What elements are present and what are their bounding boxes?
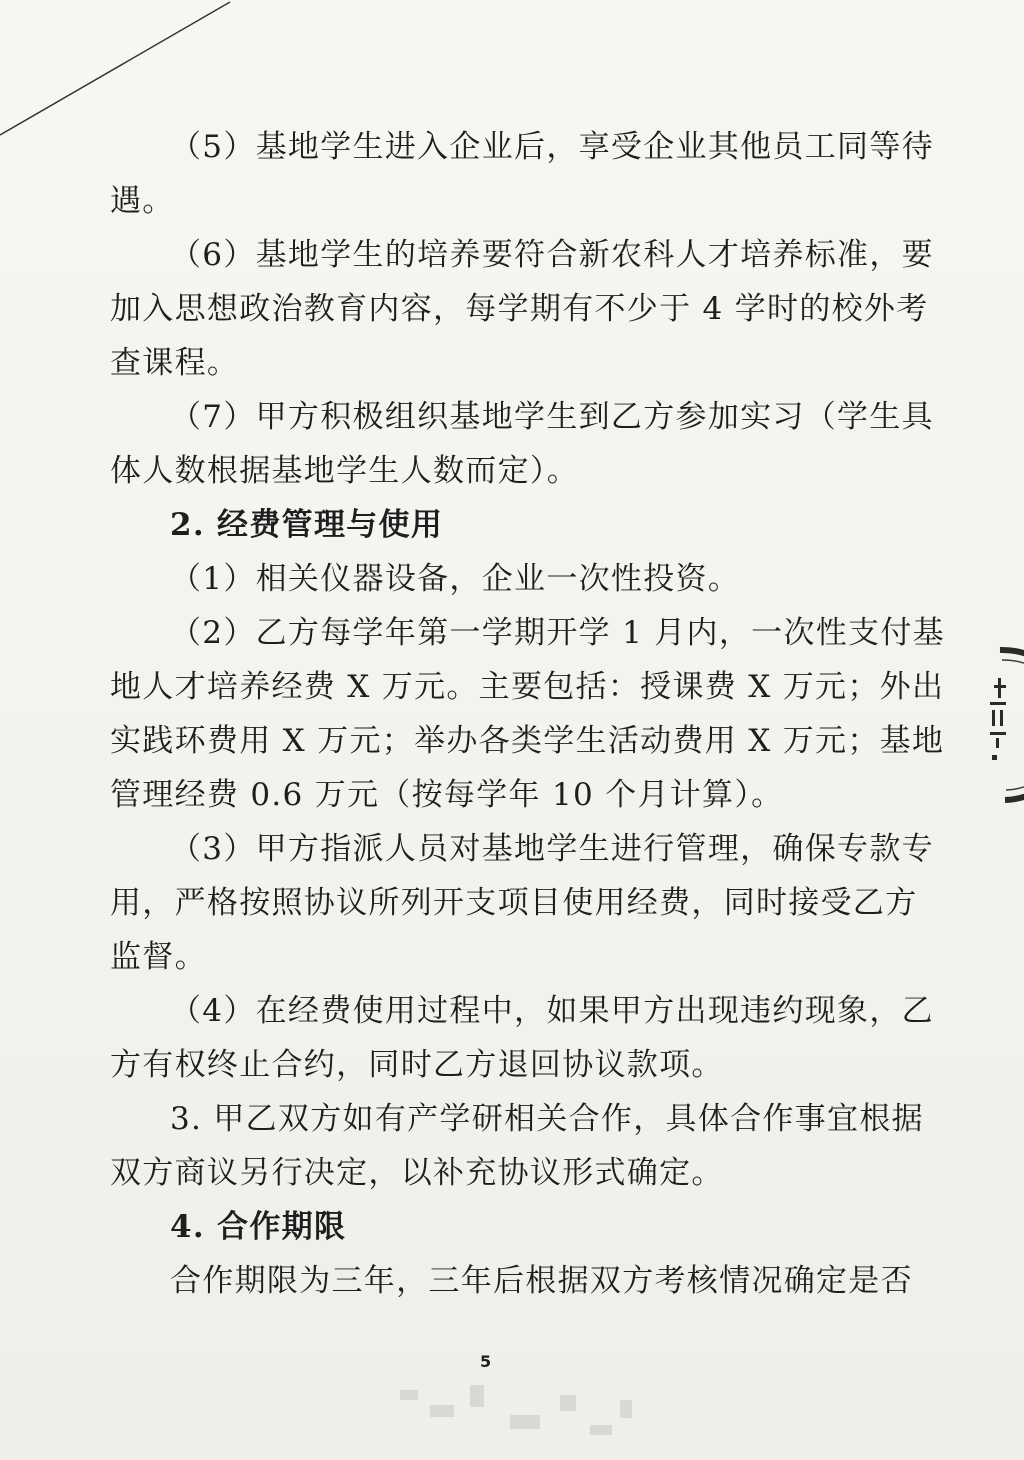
text-line: （2）乙方每学年第一学期开学 1 月内，一次性支付基: [170, 615, 945, 651]
text-line: 监督。: [110, 939, 207, 975]
text-line: 遇。: [110, 183, 175, 219]
text-line: 实践环费用 X 万元；举办各类学生活动费用 X 万元；基地: [110, 723, 945, 759]
page-number: 5: [480, 1352, 492, 1371]
text-line: 合作期限为三年，三年后根据双方考核情况确定是否: [170, 1263, 913, 1299]
text-line: （4）在经费使用过程中，如果甲方出现违约现象，乙: [170, 993, 934, 1029]
corner-fold-mark: [0, 0, 240, 140]
text-line: 查课程。: [110, 345, 240, 381]
text-line: 方有权终止合约，同时乙方退回协议款项。: [110, 1047, 724, 1083]
text-line: （6）基地学生的培养要符合新农科人才培养标准，要: [170, 237, 934, 273]
text-line: 体人数根据基地学生人数而定）。: [110, 453, 579, 489]
text-line: （1）相关仪器设备，企业一次性投资。: [170, 561, 741, 597]
text-line: 加入思想政治教育内容，每学期有不少于 4 学时的校外考: [110, 291, 929, 327]
section-heading: 4. 合作期限: [170, 1209, 347, 1245]
text-line: 3. 甲乙双方如有产学研相关合作，具体合作事宜根据: [170, 1101, 924, 1137]
text-line: （5）基地学生进入企业后，享受企业其他员工同等待: [170, 129, 934, 165]
text-line: （7）甲方积极组织基地学生到乙方参加实习（学生具: [170, 399, 934, 435]
section-heading: 2. 经费管理与使用: [170, 507, 444, 543]
scan-noise: [380, 1370, 680, 1460]
text-line: 双方商议另行决定，以补充协议形式确定。: [110, 1155, 724, 1191]
text-line: 管理经费 0.6 万元（按每学年 10 个月计算）。: [110, 777, 784, 813]
text-line: 用，严格按照协议所列开支项目使用经费，同时接受乙方: [110, 885, 918, 921]
text-line: （3）甲方指派人员对基地学生进行管理，确保专款专: [170, 831, 934, 867]
text-line: 地人才培养经费 X 万元。主要包括：授课费 X 万元；外出: [110, 669, 945, 705]
partial-seal-stamp: [980, 640, 1024, 810]
